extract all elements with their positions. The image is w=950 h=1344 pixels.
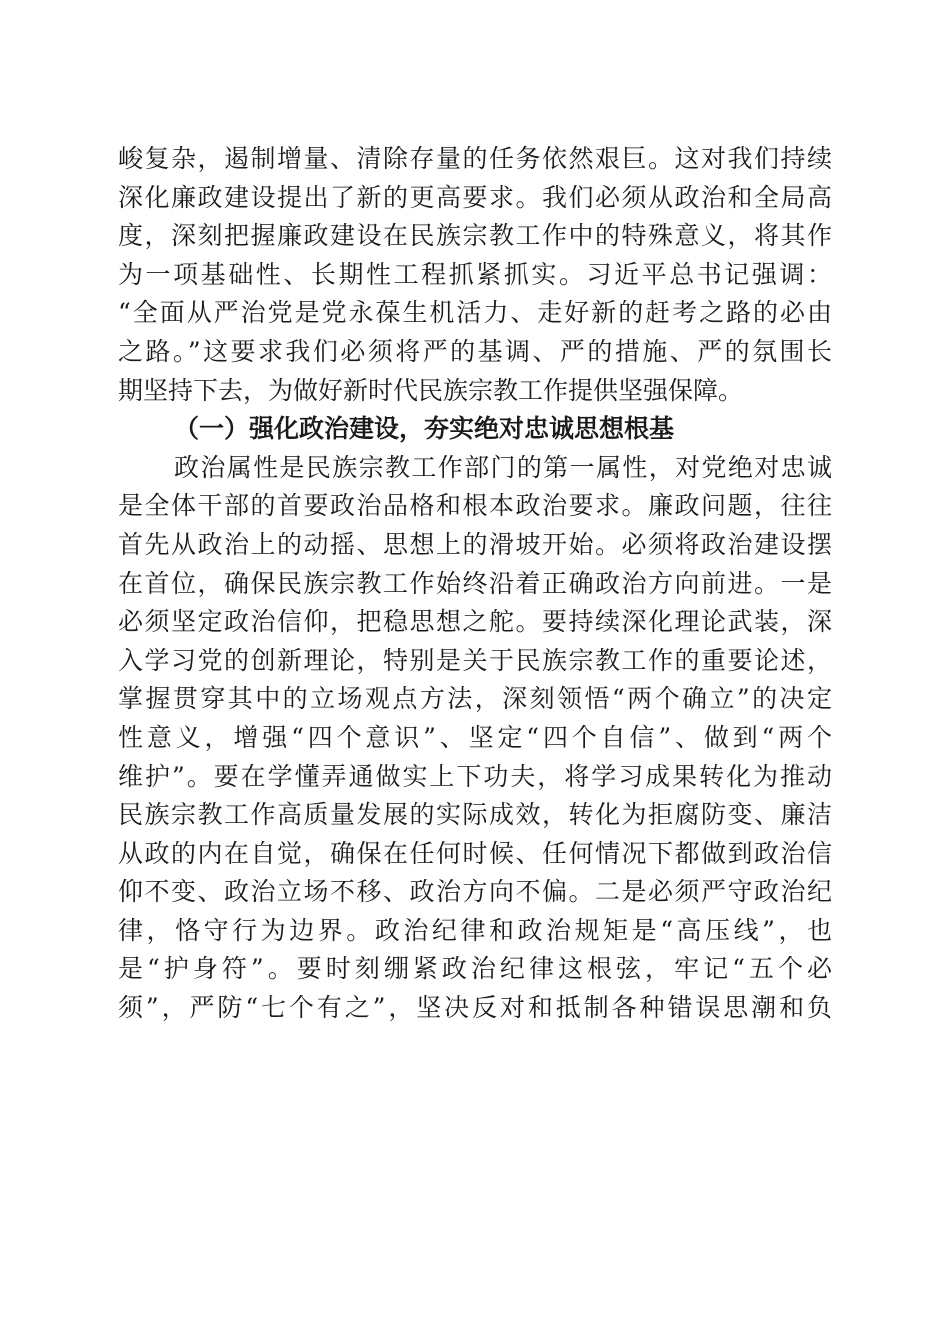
body-line: 入学习党的创新理论，特别是关于民族宗教工作的重要论述，	[118, 645, 832, 675]
intro-line: 之路。”这要求我们必须将严的基调、严的措施、严的氛围长	[118, 336, 832, 366]
body-line: 从政的内在自觉，确保在任何时候、任何情况下都做到政治信	[118, 838, 832, 868]
intro-line: 深化廉政建设提出了新的更高要求。我们必须从政治和全局高	[118, 182, 832, 212]
intro-line: 峻复杂，遏制增量、清除存量的任务依然艰巨。这对我们持续	[118, 144, 832, 173]
body-line: 掌握贯穿其中的立场观点方法，深刻领悟“两个确立”的决定	[118, 684, 832, 714]
body-line: 政治属性是民族宗教工作部门的第一属性，对党绝对忠诚	[174, 452, 832, 482]
section-heading: （一）强化政治建设，夯实绝对忠诚思想根基	[174, 414, 675, 444]
body-line: 维护”。要在学懂弄通做实上下功夫，将学习成果转化为推动	[118, 761, 832, 791]
body-line: 仰不变、政治立场不移、政治方向不偏。二是必须严守政治纪	[118, 877, 832, 907]
body-line: 是“护身符”。要时刻绷紧政治纪律这根弦，牢记“五个必	[118, 954, 832, 984]
body-line: 民族宗教工作高质量发展的实际成效，转化为拒腐防变、廉洁	[118, 800, 832, 830]
body-line: 须”，严防“七个有之”，坚决反对和抵制各种错误思潮和负	[118, 993, 832, 1023]
document-body	[118, 140, 832, 1028]
intro-line: “全面从严治党是党永葆生机活力、走好新的赶考之路的必由	[118, 298, 832, 328]
intro-line: 度，深刻把握廉政建设在民族宗教工作中的特殊意义，将其作	[118, 221, 832, 251]
intro-line: 期坚持下去，为做好新时代民族宗教工作提供坚强保障。	[118, 375, 744, 405]
body-line: 必须坚定政治信仰，把稳思想之舵。要持续深化理论武装，深	[118, 607, 832, 637]
intro-line: 为一项基础性、长期性工程抓紧抓实。习近平总书记强调：	[118, 259, 832, 289]
body-line: 是全体干部的首要政治品格和根本政治要求。廉政问题，往往	[118, 491, 832, 521]
body-line: 性意义，增强“四个意识”、坚定“四个自信”、做到“两个	[118, 722, 832, 752]
body-line: 在首位，确保民族宗教工作始终沿着正确政治方向前进。一是	[118, 568, 832, 598]
body-line: 首先从政治上的动摇、思想上的滑坡开始。必须将政治建设摆	[118, 529, 832, 559]
body-line: 律，恪守行为边界。政治纪律和政治规矩是“高压线”，也	[118, 915, 832, 945]
